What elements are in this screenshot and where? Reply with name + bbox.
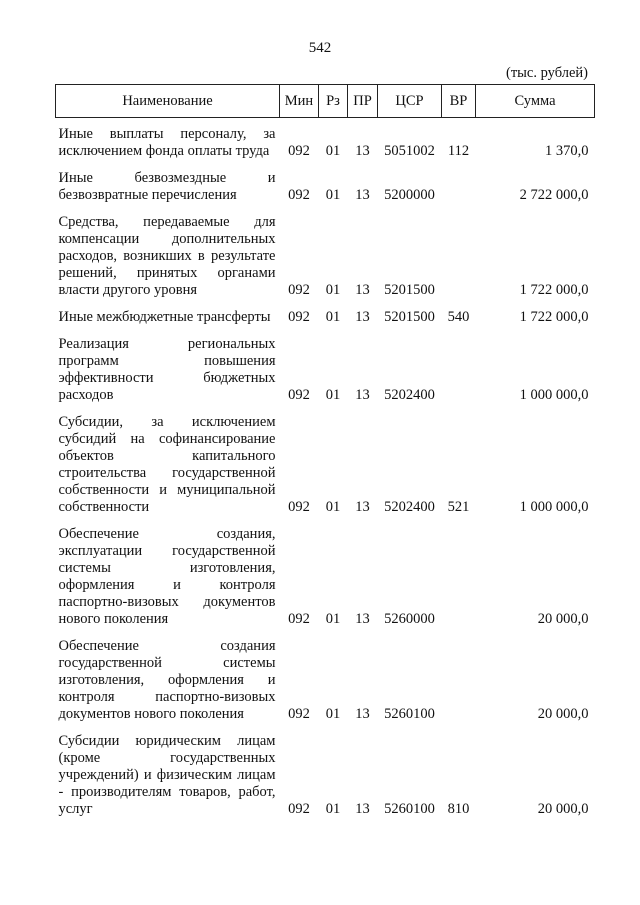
row-pr: 13 — [355, 187, 370, 203]
row-name: Иные выплаты персоналу, за исключением фонда оплаты труда — [58, 126, 276, 159]
row-pr: 13 — [355, 143, 370, 159]
row-min: 092 — [288, 309, 310, 325]
header-rz: Рз — [319, 85, 348, 118]
table-row — [56, 164, 595, 208]
row-sum: 2 722 000,0 — [519, 187, 589, 203]
header-min: Мин — [280, 85, 319, 118]
row-pr: 13 — [355, 499, 370, 515]
row-vr: 810 — [447, 801, 470, 817]
row-sum: 1 722 000,0 — [519, 309, 589, 325]
row-min: 092 — [288, 611, 310, 627]
row-csr: 5260100 — [384, 706, 435, 722]
row-min: 092 — [288, 706, 310, 722]
units-label: (тыс. рублей) — [506, 65, 588, 81]
row-sum: 20 000,0 — [537, 706, 589, 722]
row-sum: 1 000 000,0 — [519, 499, 589, 515]
row-pr: 13 — [355, 309, 370, 325]
row-name: Обеспечение создания, эксплуатации государственной системы изготовления, оформления и контроля паспортно-визовых документов нового поколения — [58, 526, 276, 627]
row-name: Средства, передаваемые для компенсации дополнительных расходов, возникших в результате решений, принятых органами власти другого уровня — [58, 214, 276, 298]
row-min: 092 — [288, 801, 310, 817]
row-pr: 13 — [355, 282, 370, 298]
row-rz: 01 — [325, 499, 341, 515]
row-vr: 540 — [447, 309, 470, 325]
table-row — [56, 408, 595, 520]
row-name: Реализация региональных программ повышения эффективности бюджетных расходов — [58, 336, 276, 403]
row-sum: 20 000,0 — [537, 611, 589, 627]
row-min: 092 — [288, 143, 310, 159]
row-pr: 13 — [355, 387, 370, 403]
header-vr: ВР — [442, 85, 476, 118]
table-header-row — [56, 85, 595, 118]
table-row — [56, 208, 595, 303]
row-rz: 01 — [325, 309, 341, 325]
row-csr: 5260000 — [384, 611, 435, 627]
table-row — [56, 520, 595, 632]
row-name: Обеспечение создания государственной системы изготовления, оформления и контроля паспортно-визовых документов нового поколения — [58, 638, 276, 722]
row-min: 092 — [288, 187, 310, 203]
row-rz: 01 — [325, 282, 341, 298]
table-row — [56, 632, 595, 727]
page-number: 542 — [308, 40, 332, 56]
row-rz: 01 — [325, 801, 341, 817]
row-vr — [442, 330, 476, 408]
budget-table — [55, 84, 595, 822]
row-csr: 5202400 — [384, 499, 435, 515]
row-vr: 112 — [447, 143, 470, 159]
row-sum: 1 000 000,0 — [519, 387, 589, 403]
row-pr: 13 — [355, 611, 370, 627]
row-csr: 5202400 — [384, 387, 435, 403]
row-vr — [442, 208, 476, 303]
row-vr — [442, 164, 476, 208]
header-name: Наименование — [56, 85, 280, 118]
row-vr — [442, 520, 476, 632]
table-row — [56, 330, 595, 408]
row-rz: 01 — [325, 706, 341, 722]
row-rz: 01 — [325, 387, 341, 403]
header-pr: ПР — [348, 85, 378, 118]
row-rz: 01 — [325, 611, 341, 627]
row-sum: 1 722 000,0 — [519, 282, 589, 298]
row-sum: 1 370,0 — [545, 143, 589, 159]
row-csr: 5201500 — [384, 282, 435, 298]
row-min: 092 — [288, 387, 310, 403]
row-name: Иные безвозмездные и безвозвратные перечисления — [58, 170, 276, 203]
table-row — [56, 727, 595, 822]
row-name: Иные межбюджетные трансферты — [58, 309, 271, 325]
row-csr: 5201500 — [384, 309, 435, 325]
row-min: 092 — [288, 499, 310, 515]
table-row — [56, 303, 595, 330]
header-sum: Сумма — [476, 85, 595, 118]
row-csr: 5260100 — [384, 801, 435, 817]
row-name: Субсидии, за исключением субсидий на софинансирование объектов капитального строительства государственной собственности и муниципальной собственности — [58, 414, 276, 515]
row-vr — [442, 632, 476, 727]
row-sum: 20 000,0 — [537, 801, 589, 817]
row-vr: 521 — [447, 499, 470, 515]
table-row — [56, 118, 595, 165]
row-rz: 01 — [325, 187, 341, 203]
row-min: 092 — [288, 282, 310, 298]
row-rz: 01 — [325, 143, 341, 159]
header-csr: ЦСР — [378, 85, 442, 118]
row-name: Субсидии юридическим лицам (кроме государственных учреждений) и физическим лицам - производителям товаров, работ, услуг — [58, 733, 276, 817]
row-csr: 5200000 — [384, 187, 435, 203]
row-pr: 13 — [355, 706, 370, 722]
row-csr: 5051002 — [384, 143, 435, 159]
row-pr: 13 — [355, 801, 370, 817]
